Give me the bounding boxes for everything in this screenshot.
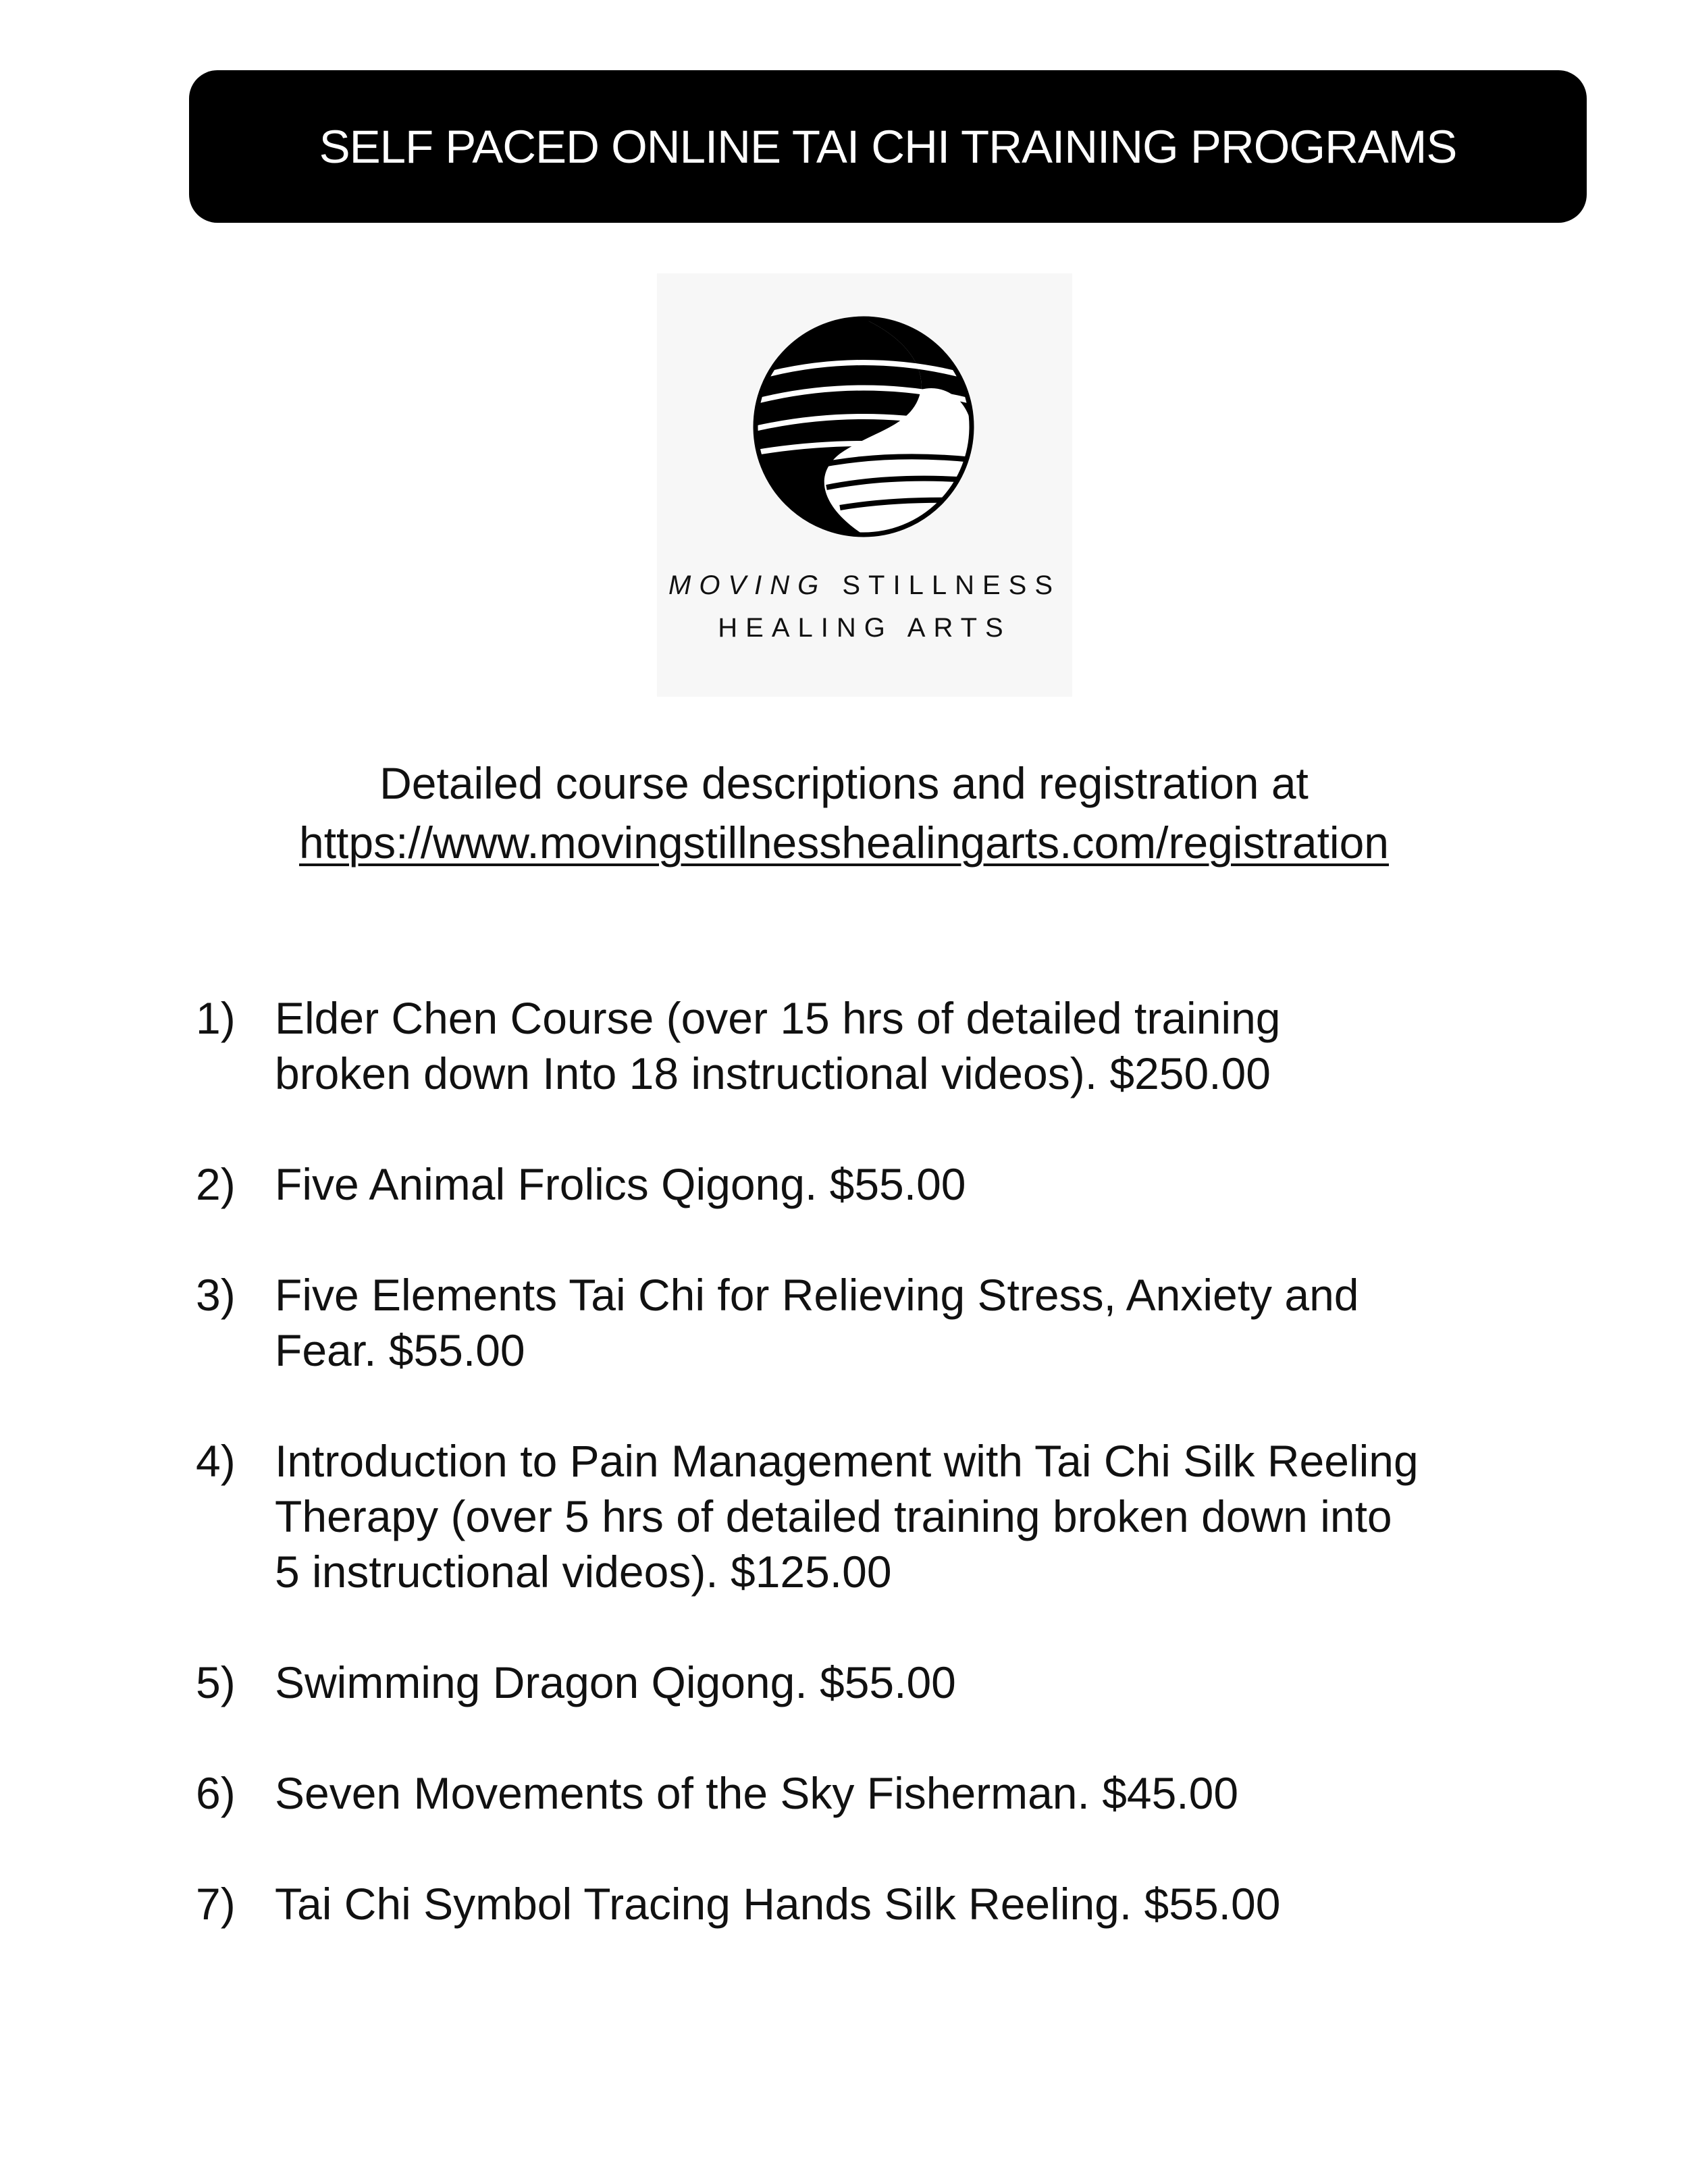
item-text: Seven Movements of the Sky Fisherman. $45.00 bbox=[275, 1768, 1239, 1818]
list-item bbox=[196, 1876, 1546, 1932]
item-number: 2) bbox=[196, 1159, 236, 1209]
item-number: 4) bbox=[196, 1436, 236, 1486]
page-title: SELF PACED ONLINE TAI CHI TRAINING PROGRAMS bbox=[319, 120, 1457, 173]
item-text: Elder Chen Course (over 15 hrs of detailed training bbox=[275, 993, 1281, 1043]
item-text: Tai Chi Symbol Tracing Hands Silk Reeling. $55.00 bbox=[275, 1879, 1281, 1929]
item-number: 3) bbox=[196, 1270, 236, 1320]
list-item bbox=[196, 1433, 1546, 1599]
item-text: Fear. $55.00 bbox=[275, 1325, 525, 1375]
item-text: Five Animal Frolics Qigong. $55.00 bbox=[275, 1159, 966, 1209]
intro bbox=[0, 753, 1688, 872]
list-item bbox=[196, 1765, 1546, 1821]
item-number: 1) bbox=[196, 993, 236, 1043]
item-number: 7) bbox=[196, 1879, 236, 1929]
item-text: broken down Into 18 instructional videos). $250.00 bbox=[275, 1048, 1271, 1098]
yin-yang-sphere-icon bbox=[745, 309, 982, 545]
registration-link[interactable]: https://www.movingstillnesshealingarts.com/registration bbox=[298, 818, 1389, 868]
item-text: Swimming Dragon Qigong. $55.00 bbox=[275, 1657, 956, 1707]
logo bbox=[657, 273, 1072, 697]
list-item bbox=[196, 1655, 1546, 1710]
item-text: Therapy (over 5 hrs of detailed training broken down into bbox=[275, 1491, 1392, 1541]
list-item bbox=[196, 990, 1546, 1101]
list-item bbox=[196, 1156, 1546, 1212]
item-number: 6) bbox=[196, 1768, 236, 1818]
course-list bbox=[196, 990, 1546, 1987]
item-text: Introduction to Pain Management with Tai Chi Silk Reeling bbox=[275, 1436, 1419, 1486]
intro-text: Detailed course descriptions and registration at bbox=[379, 758, 1309, 808]
logo-text-line-2: HEALING ARTS bbox=[718, 613, 1011, 643]
header-banner bbox=[189, 70, 1587, 223]
list-item bbox=[196, 1267, 1546, 1378]
item-text: 5 instructional videos). $125.00 bbox=[275, 1547, 892, 1597]
item-number: 5) bbox=[196, 1657, 236, 1707]
logo-text-line-1: MOVING STILLNESS bbox=[668, 570, 1061, 600]
item-text: Five Elements Tai Chi for Relieving Stress, Anxiety and bbox=[275, 1270, 1359, 1320]
